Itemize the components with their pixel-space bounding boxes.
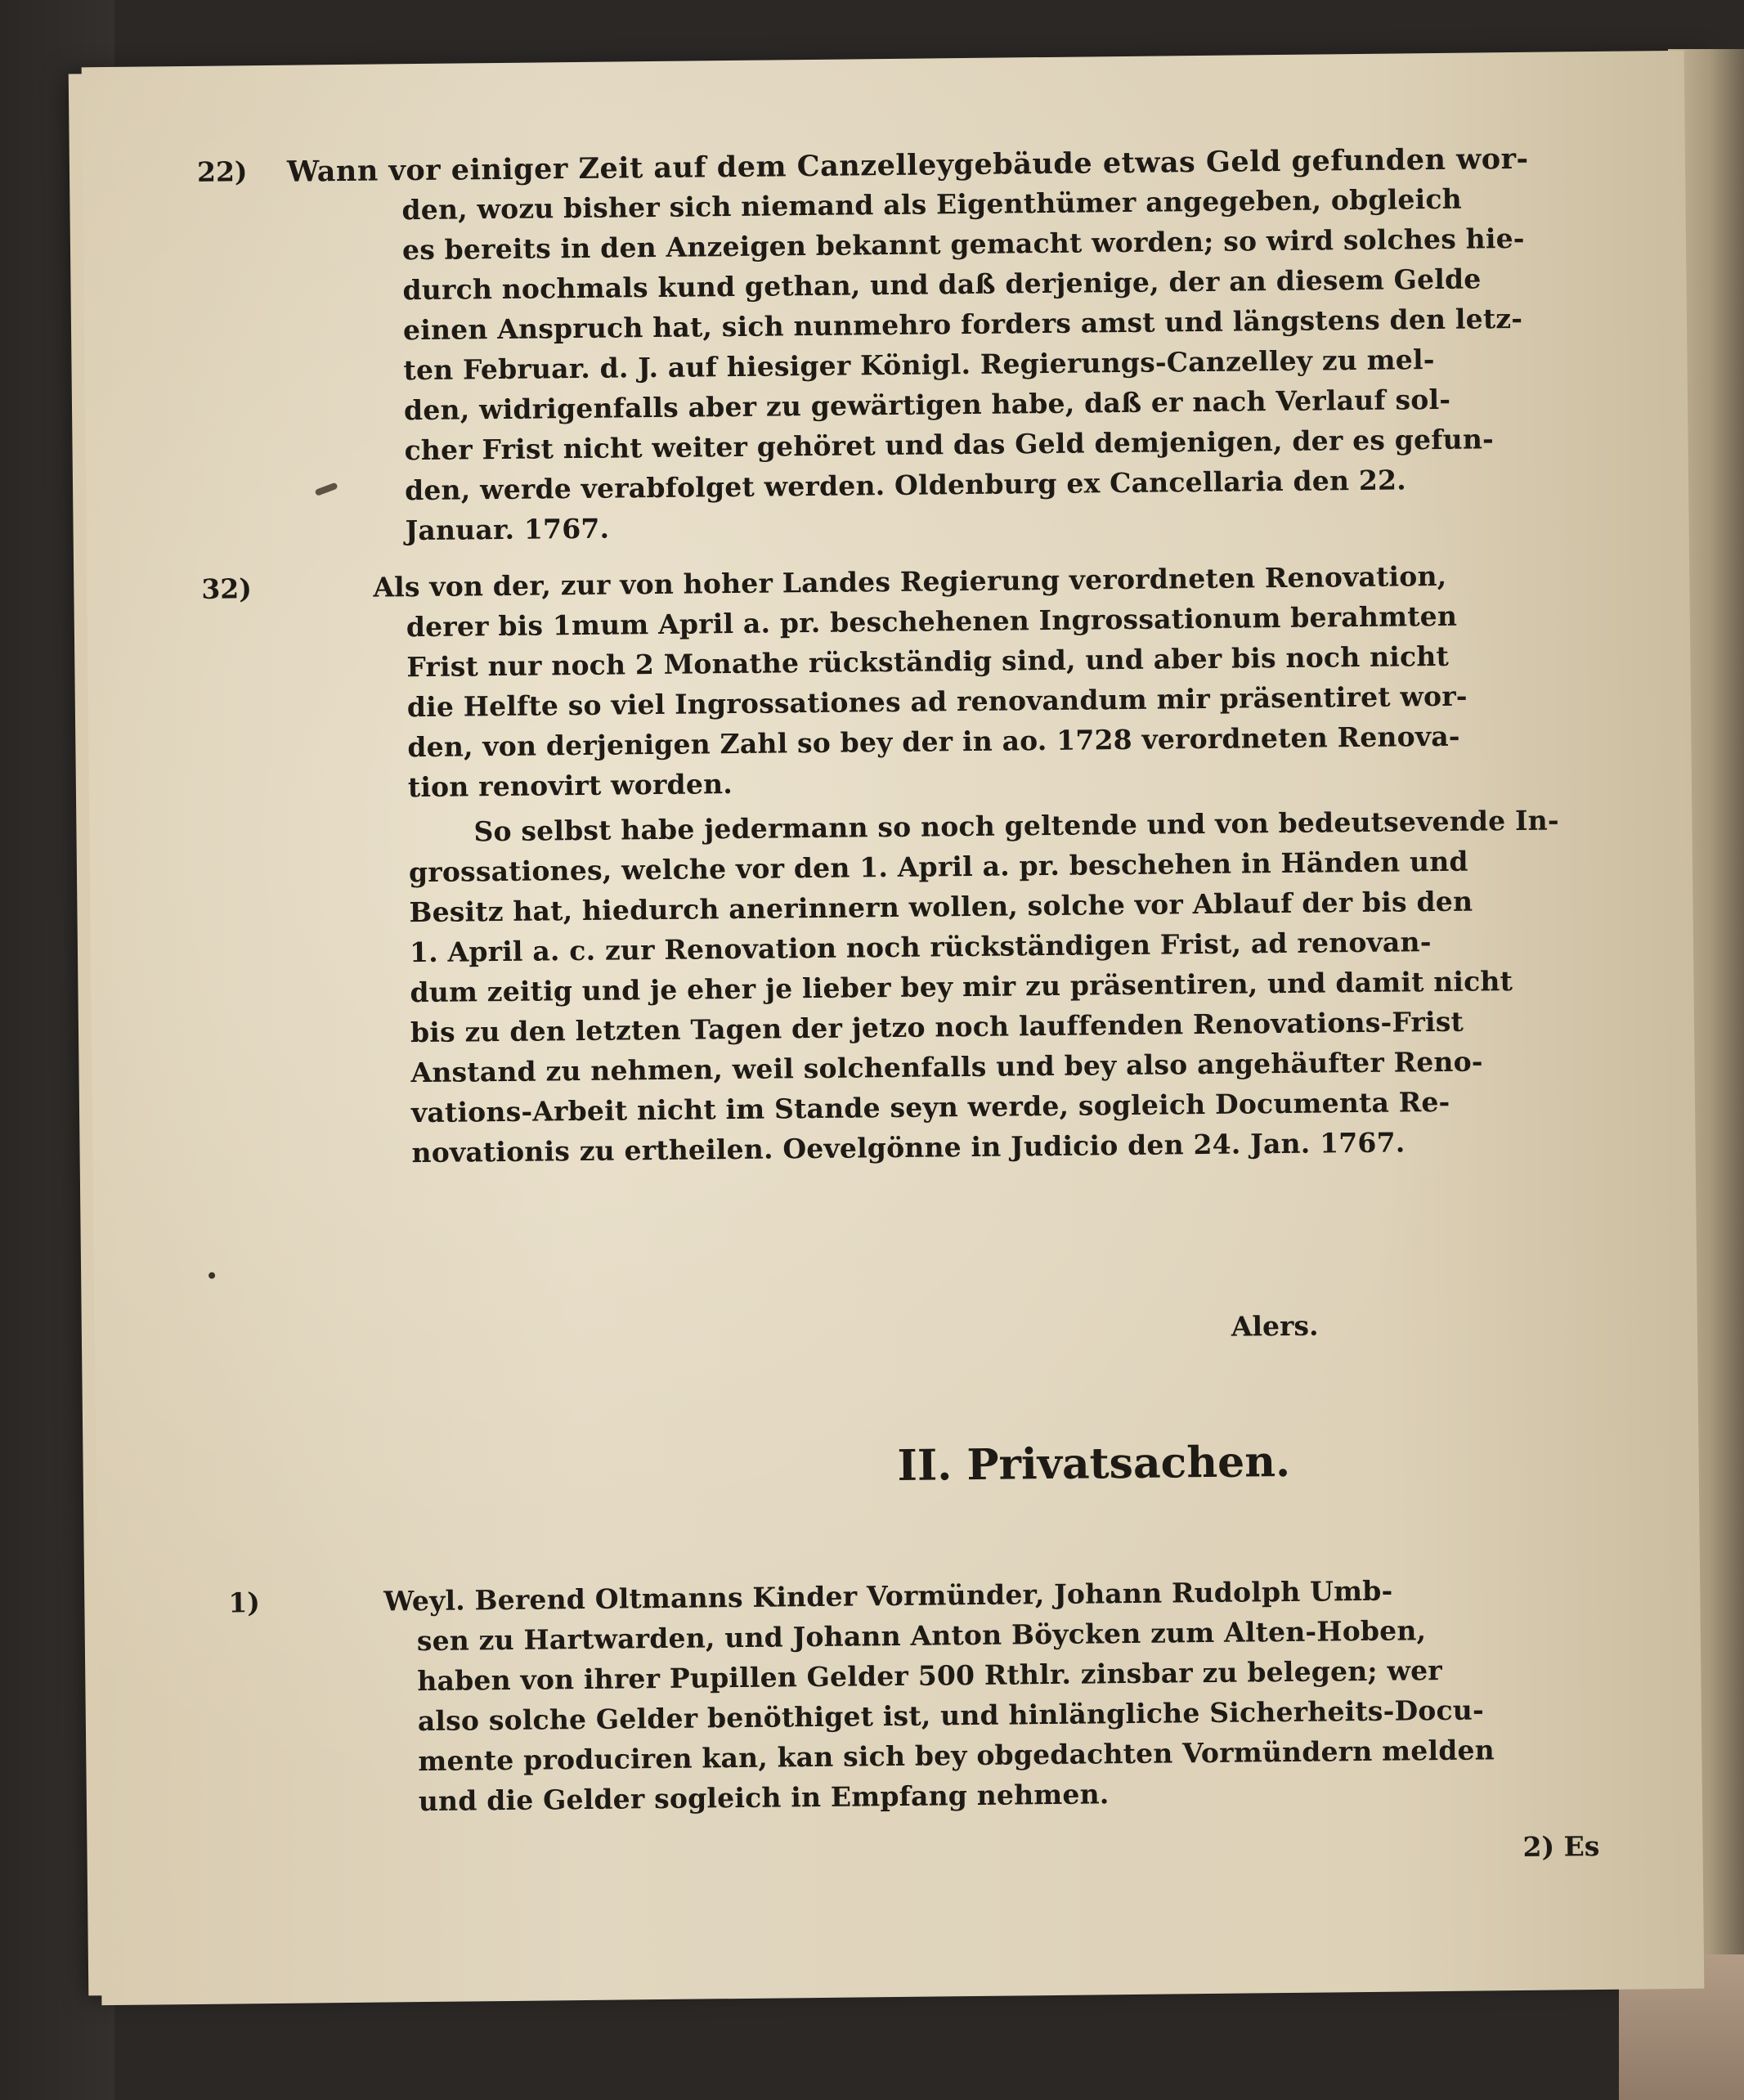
text-line: So selbst habe jedermann so noch geltende und von bedeutsevende In- xyxy=(473,804,1559,848)
text-line: und die Gelder sogleich in Empfang nehmen. xyxy=(418,1778,1110,1818)
paragraph-number: 32) xyxy=(201,572,253,605)
paragraph-22 xyxy=(196,141,1652,547)
text-line: tion renovirt worden. xyxy=(407,768,733,804)
text-line: den, wozu bisher sich niemand als Eigenthümer angegeben, obgleich xyxy=(401,182,1463,227)
text-line: einen Anspruch hat, sich nunmehro forders amst und längstens den letz- xyxy=(402,302,1523,347)
text-line: Anstand zu nehmen, weil solchenfalls und bey also angehäufter Reno- xyxy=(410,1045,1483,1089)
text-line: den, von derjenigen Zahl so bey der in ao. 1728 verordneten Renova- xyxy=(407,720,1460,764)
paragraph-1 xyxy=(212,1572,1667,1818)
text-line: 1. April a. c. zur Renovation noch rückständigen Frist, ad renovan- xyxy=(409,926,1432,969)
page-text xyxy=(196,116,1652,1863)
text-line: mente produciren kan, kan sich bey obgedachten Vormündern melden xyxy=(418,1734,1495,1778)
paragraph-number: 1) xyxy=(228,1586,261,1619)
document-page xyxy=(82,51,1705,2005)
catchword: 2) Es xyxy=(1522,1830,1600,1863)
text-line: cher Frist nicht weiter gehöret und das Geld demjenigen, der es gefun- xyxy=(404,423,1495,467)
text-line: ten Februar. d. J. auf hiesiger Königl. Regierungs-Canzelley zu mel- xyxy=(403,343,1435,387)
text-line: derer bis 1mum April a. pr. beschehenen Ingrossationum berahmten xyxy=(406,599,1458,644)
text-line: also solche Gelder benöthiget ist, und hinlängliche Sicherheits-Docu- xyxy=(417,1694,1485,1738)
text-line: Als von der, zur von hoher Landes Regierung verordneten Renovation, xyxy=(373,559,1447,604)
section-heading: II. Privatsachen. xyxy=(897,1436,1291,1491)
text-line: bis zu den letzten Tagen der jetzo noch lauffenden Renovations-Frist xyxy=(410,1005,1464,1049)
paragraph-32 xyxy=(201,558,1657,1169)
text-line: dum zeitig und je eher je lieber bey mir zu präsentiren, und damit nicht xyxy=(410,965,1513,1009)
text-line: die Helfte so viel Ingrossationes ad renovandum mir präsentiret wor- xyxy=(406,680,1468,724)
text-line: Frist nur noch 2 Monathe rückständig sind, und aber bis noch nicht xyxy=(406,639,1450,684)
text-line: Wann vor einiger Zeit auf dem Canzelleygebäude etwas Geld gefunden wor- xyxy=(286,141,1529,189)
text-line: es bereits in den Anzeigen bekannt gemacht worden; so wird solches hie- xyxy=(401,222,1525,267)
text-line: vations-Arbeit nicht im Stande seyn werde, sogleich Documenta Re- xyxy=(410,1085,1450,1129)
text-line: durch nochmals kund gethan, und daß derjenige, der an diesem Gelde xyxy=(402,262,1482,307)
text-line: Januar. 1767. xyxy=(405,512,610,547)
text-line: novationis zu ertheilen. Oevelgönne in Judicio den 24. Jan. 1767. xyxy=(411,1126,1406,1169)
text-line: Besitz hat, hiedurch anerinnern wollen, solche vor Ablauf der bis den xyxy=(409,885,1473,929)
margin-dash-mark xyxy=(315,482,338,496)
text-line: den, widrigenfalls aber zu gewärtigen habe, daß er nach Verlauf sol- xyxy=(403,383,1451,427)
text-line: haben von ihrer Pupillen Gelder 500 Rthlr. zinsbar zu belegen; wer xyxy=(417,1654,1443,1698)
signature: Alers. xyxy=(1231,1309,1319,1343)
paragraph-number: 22) xyxy=(196,155,248,188)
text-line: den, werde verabfolget werden. Oldenburg ex Cancellaria den 22. xyxy=(404,464,1407,507)
text-line: Weyl. Berend Oltmanns Kinder Vormünder, Johann Rudolph Umb- xyxy=(383,1574,1393,1618)
text-line: grossationes, welche vor den 1. April a. pr. beschehen in Händen und xyxy=(408,845,1468,889)
text-line: sen zu Hartwarden, und Johann Anton Böycken zum Alten-Hoben, xyxy=(416,1614,1427,1658)
margin-dot-mark xyxy=(208,1272,215,1279)
